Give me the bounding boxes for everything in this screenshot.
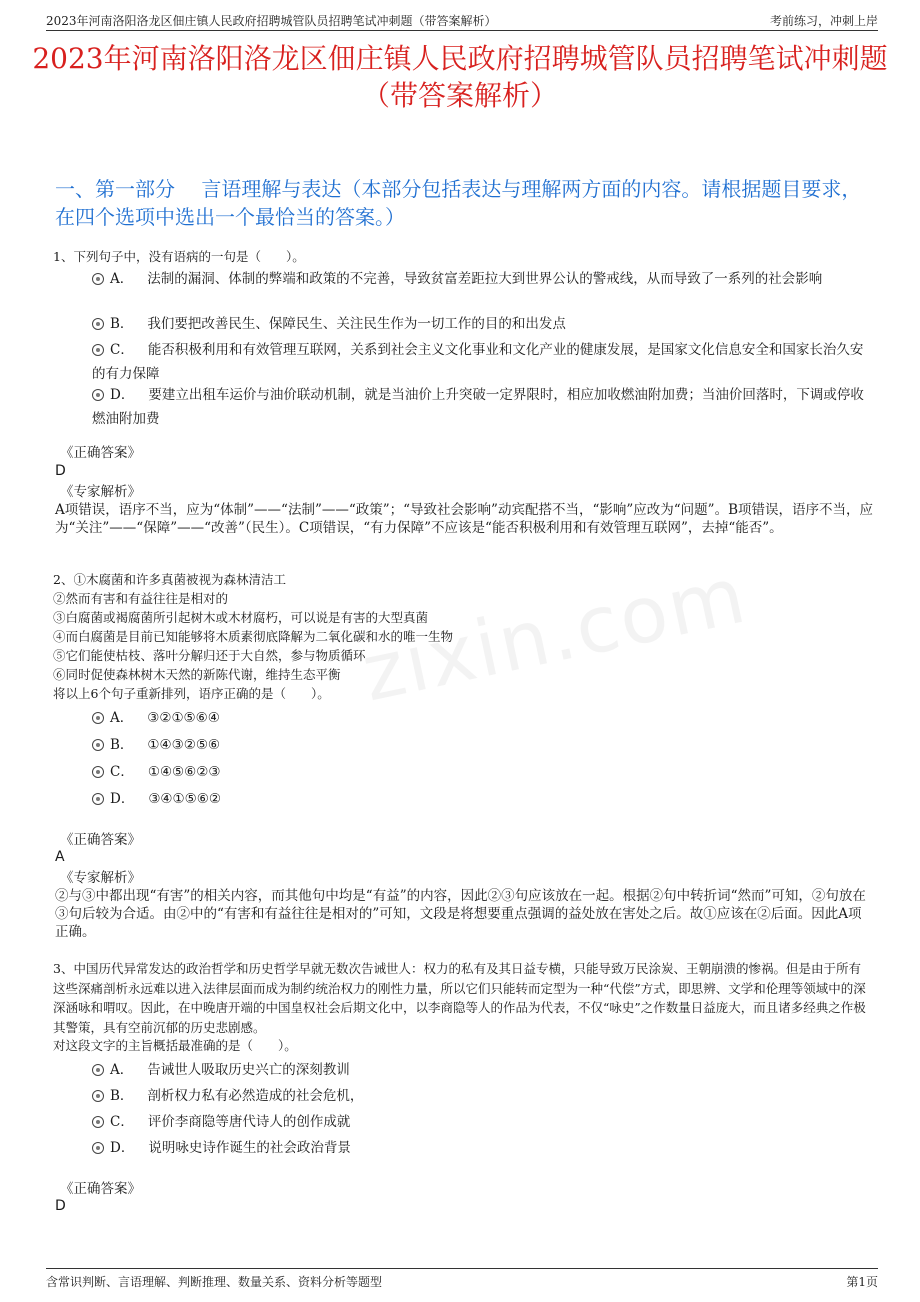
correct-answer-label: 《正确答案》 <box>60 445 141 461</box>
question-2-option-d[interactable]: D． ③④①⑤⑥② <box>92 787 872 811</box>
correct-answer-label: 《正确答案》 <box>60 1181 141 1197</box>
question-2-line: ②然而有害和有益往往是相对的 <box>53 591 229 606</box>
radio-icon[interactable] <box>92 273 104 285</box>
question-2-line: ③白腐菌或褐腐菌所引起树木或木材腐朽，可以说是有害的大型真菌 <box>53 610 429 625</box>
question-2-option-a[interactable]: A． ③②①⑤⑥④ <box>92 706 872 730</box>
question-1-option-c[interactable]: C． 能否积极利用和有效管理互联网，关系到社会主义文化事业和文化产业的健康发展，是国家文化信息安全和国家长治久安的有力保障 <box>92 342 864 382</box>
expert-analysis-label: 《专家解析》 <box>60 484 141 500</box>
radio-icon[interactable] <box>92 318 104 330</box>
footer-question-types: 含常识判断、言语理解、判断推理、数量关系、资料分析等题型 <box>46 1275 383 1289</box>
expert-analysis-label: 《专家解析》 <box>60 870 141 886</box>
question-2-line: ④而白腐菌是目前已知能够将木质素彻底降解为二氧化碳和水的唯一生物 <box>53 629 454 644</box>
radio-icon[interactable] <box>92 389 104 401</box>
page-title: 2023年河南洛阳洛龙区佃庄镇人民政府招聘城管队员招聘笔试冲刺题（带答案解析） <box>32 42 888 112</box>
question-3-ask: 对这段文字的主旨概括最准确的是（ ）。 <box>53 1038 297 1053</box>
question-2-option-b[interactable]: B． ①④③②⑤⑥ <box>92 733 872 757</box>
page-footer <box>46 1268 878 1290</box>
question-2-answer: A <box>55 849 65 865</box>
question-2-explanation: ②与③中都出现“有害”的相关内容，而其他句中均是“有益”的内容，因此②③句应该放在一起。根据②句中转折词“然而”可知，②句放在③句后较为合适。由②中的“有害和有益往往是相对的”可知，文段是将想要重点强调的益处放在害处之后。故①应该在②后面。因此A项正确。 <box>55 888 866 940</box>
radio-icon[interactable] <box>92 1090 104 1102</box>
section-heading: 一、第一部分 言语理解与表达（本部分包括表达与理解两方面的内容。请根据题目要求，在四个选项中选出一个最恰当的答案。） <box>55 177 862 229</box>
question-1-explanation: A项错误，语序不当，应为“体制”——“法制”——“政策”；“导致社会影响”动宾配搭不当，“影响”应改为“问题”。B项错误，语序不当，应为“关注”——“保障”——“改善”（民生）。C项错误，“有力保障”不应该是“能否积极利用和有效管理互联网”，去掉“能否”。 <box>55 502 873 536</box>
question-1-answer: D <box>55 463 66 479</box>
radio-icon[interactable] <box>92 712 104 724</box>
page-number: 第1页 <box>846 1275 878 1289</box>
question-3-answer: D <box>55 1198 66 1214</box>
radio-icon[interactable] <box>92 1142 104 1154</box>
question-2-line: ⑤它们能使枯枝、落叶分解归还于大自然，参与物质循环 <box>53 648 366 663</box>
radio-icon[interactable] <box>92 1064 104 1076</box>
watermark: zixin.com <box>354 550 755 720</box>
question-1-option-b[interactable]: B． 我们要把改善民生、保障民生、关注民生作为一切工作的目的和出发点 <box>92 312 872 336</box>
header-slogan: 考前练习，冲刺上岸 <box>769 14 878 28</box>
question-3-option-d[interactable]: D． 说明咏史诗作诞生的社会政治背景 <box>92 1136 872 1160</box>
question-1-option-a[interactable]: A． 法制的漏洞、体制的弊端和政策的不完善，导致贫富差距拉大到世界公认的警戒线，从而导致了一系列的社会影响 <box>92 267 872 291</box>
radio-icon[interactable] <box>92 793 104 805</box>
question-3-option-a[interactable]: A． 告诫世人吸取历史兴亡的深刻教训 <box>92 1058 872 1082</box>
radio-icon[interactable] <box>92 344 104 356</box>
question-2-ask: 将以上6个句子重新排列，语序正确的是（ ）。 <box>53 686 330 701</box>
question-2-line: 2、①木腐菌和许多真菌被视为森林清洁工 <box>53 572 286 587</box>
radio-icon[interactable] <box>92 739 104 751</box>
question-3-option-b[interactable]: B． 剖析权力私有必然造成的社会危机， <box>92 1084 872 1108</box>
correct-answer-label: 《正确答案》 <box>60 832 141 848</box>
question-3-option-c[interactable]: C． 评价李商隐等唐代诗人的创作成就 <box>92 1110 872 1134</box>
header-doc-title: 2023年河南洛阳洛龙区佃庄镇人民政府招聘城管队员招聘笔试冲刺题（带答案解析） <box>46 14 497 28</box>
radio-icon[interactable] <box>92 766 104 778</box>
question-2-option-c[interactable]: C． ①④⑤⑥②③ <box>92 760 872 784</box>
question-1-option-d[interactable]: D． 要建立出租车运价与油价联动机制，就是当油价上升突破一定界限时，相应加收燃油附加费；当油价回落时，下调或停收燃油附加费 <box>92 387 864 427</box>
radio-icon[interactable] <box>92 1116 104 1128</box>
question-1-stem: 1、下列句子中，没有语病的一句是（ ）。 <box>53 249 305 264</box>
question-3-stem: 3、中国历代异常发达的政治哲学和历史哲学早就无数次告诫世人：权力的私有及其日益专横，只能导致万民涂炭、王朝崩溃的惨祸。但是由于所有这些深痛剖析永远难以进入法律层面而成为制约统治权力的刚性力量，所以它们只能转而定型为一种“代偿”方式，即思辨、文学和伦理等领域中的深深涵咏和喟叹。因此，在中晚唐开端的中国皇权社会后期文化中，以李商隐等人的作品为代表，不仅“咏史”之作数量日益庞大，而且诸多经典之作极其警策，具有空前沉郁的历史悲剧感。 <box>53 961 866 1035</box>
question-2-line: ⑥同时促使森林树木天然的新陈代谢，维持生态平衡 <box>53 667 341 682</box>
page-header <box>46 10 878 31</box>
